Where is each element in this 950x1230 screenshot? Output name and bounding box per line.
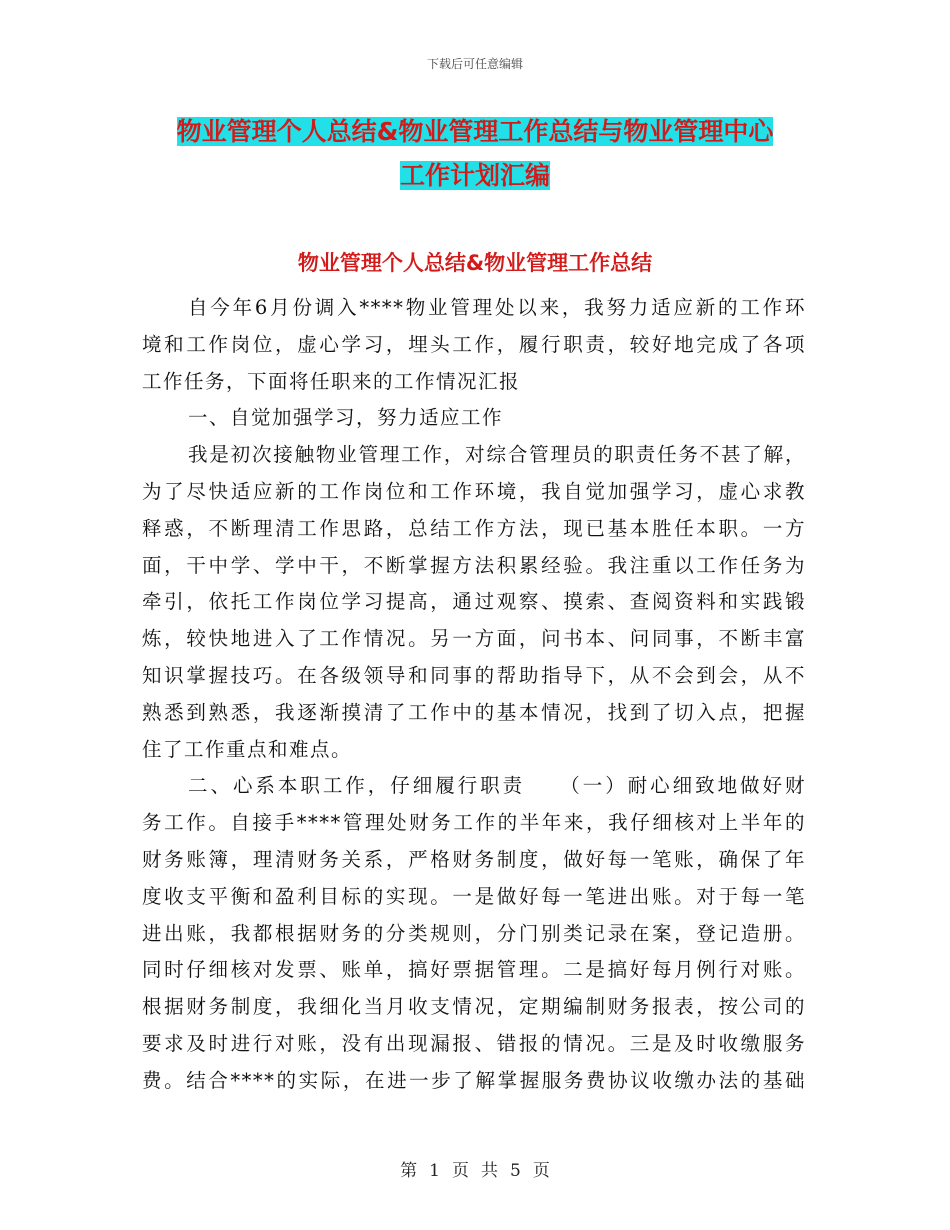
paragraph-line: 面，干中学、学中干，不断掌握方法积累经验。我注重以工作任务为	[142, 553, 806, 577]
body-text	[142, 290, 806, 1100]
paragraph-line: 知识掌握技巧。在各级领导和同事的帮助指导下，从不会到会，从不	[142, 663, 806, 687]
page-label-prefix: 第	[400, 1161, 418, 1181]
paragraph-line: 牵引，依托工作岗位学习提高，通过观察、摸索、查阅资料和实践锻	[142, 590, 806, 614]
paragraph-line: 我是初次接触物业管理工作，对综合管理员的职责任务不甚了解，	[188, 443, 806, 467]
document-title	[100, 110, 850, 198]
paragraph-line: 工作任务，下面将任职来的工作情况汇报	[142, 369, 521, 393]
paragraph-line: 炼，较快地进入了工作情况。另一方面，问书本、问同事，不断丰富	[142, 627, 806, 651]
paragraph-line: 财务账簿，理清财务关系，严格财务制度，做好每一笔账，确保了年	[142, 847, 806, 871]
paragraph-line: 住了工作重点和难点。	[142, 737, 353, 761]
paragraph-line: 度收支平衡和盈利目标的实现。一是做好每一笔进出账。对于每一笔	[142, 884, 806, 908]
document-title-line-1: 物业管理个人总结&物业管理工作总结与物业管理中心	[176, 117, 774, 146]
paragraph-line: 为了尽快适应新的工作岗位和工作环境，我自觉加强学习，虚心求教	[142, 479, 806, 503]
paragraph-line: 同时仔细核对发票、账单，搞好票据管理。二是搞好每月例行对账。	[142, 958, 806, 982]
paragraph-line: 务工作。自接手****管理处财务工作的半年来，我仔细核对上半年的	[142, 811, 806, 835]
page-number: 1	[429, 1161, 440, 1181]
paragraph-line: 释惑，不断理清工作思路，总结工作方法，现已基本胜任本职。一方	[142, 516, 806, 540]
paragraph-line: 费。结合****的实际，在进一步了解掌握服务费协议收缴办法的基础	[142, 1068, 806, 1092]
document-title-line-2: 工作计划汇编	[399, 161, 550, 190]
section-heading-line: 二、心系本职工作，仔细履行职责 （一）耐心细致地做好财	[188, 774, 806, 798]
total-prefix: 共	[481, 1161, 498, 1181]
paragraph-line: 境和工作岗位，虚心学习，埋头工作，履行职责，较好地完成了各项	[142, 332, 806, 356]
paragraph-line: 要求及时进行对账，没有出现漏报、错报的情况。三是及时收缴服务	[142, 1031, 806, 1055]
section-title: 物业管理个人总结&物业管理工作总结	[297, 251, 653, 275]
paragraph-line: 自今年6月份调入****物业管理处以来，我努力适应新的工作环	[188, 296, 806, 319]
page-label-mid: 页	[452, 1161, 469, 1181]
paragraph-line: 根据财务制度，我细化当月收支情况，定期编制财务报表，按公司的	[142, 995, 806, 1019]
section-heading-line: 一、自觉加强学习，努力适应工作	[188, 406, 504, 430]
paragraph-line: 进出账，我都根据财务的分类规则，分门别类记录在案，登记造册。	[142, 921, 806, 945]
total-pages: 5	[510, 1161, 521, 1181]
header-note: 下载后可任意编辑	[426, 57, 523, 71]
paragraph-line: 熟悉到熟悉，我逐渐摸清了工作中的基本情况，找到了切入点，把握	[142, 700, 806, 724]
page-label-suffix: 页	[532, 1161, 550, 1181]
page-footer	[0, 1156, 950, 1181]
